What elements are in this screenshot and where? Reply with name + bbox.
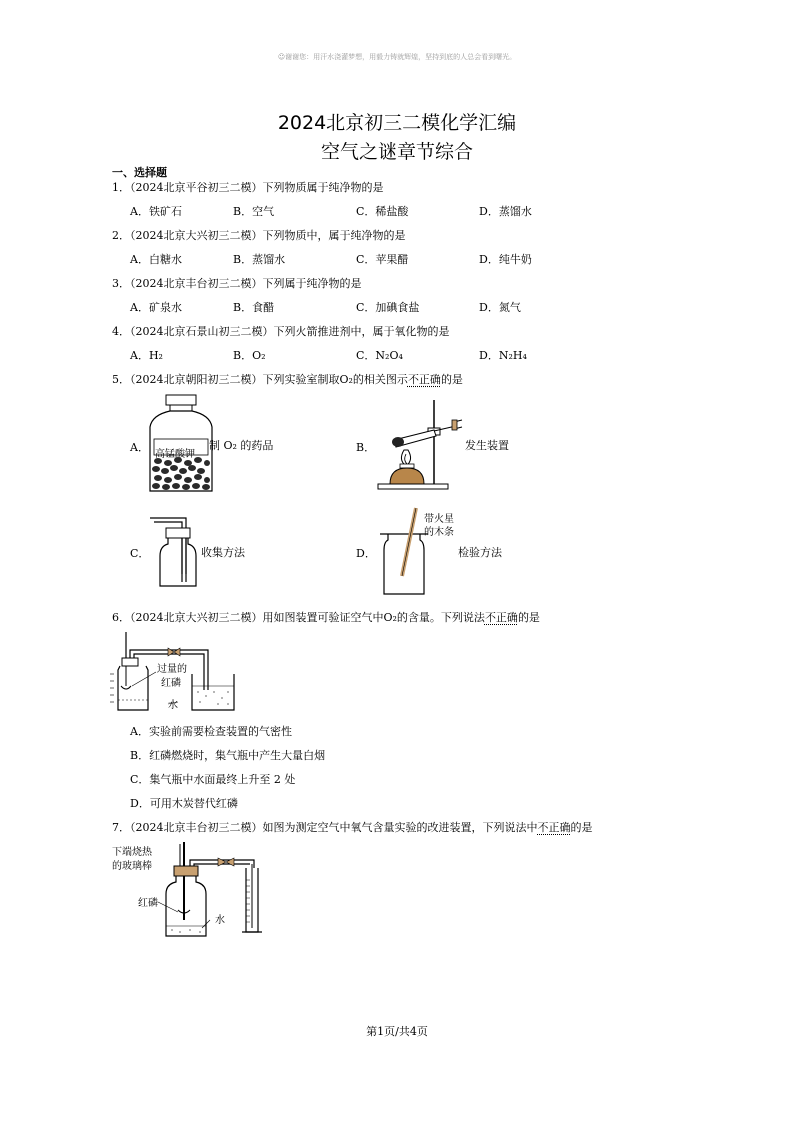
option-c: C．: [130, 547, 150, 560]
option-a: A．: [130, 441, 149, 454]
improved-oxygen-apparatus-icon: [150, 840, 270, 942]
page-subtitle: 空气之谜章节综合: [320, 141, 473, 163]
emphasis-not-correct: 不正确: [537, 821, 571, 834]
label-water: 水: [168, 700, 178, 711]
page-title: 2024北京初三二模化学汇编: [277, 112, 517, 134]
option-d: D．蒸馏水: [479, 205, 532, 218]
option-c: C．N₂O₄: [356, 349, 403, 362]
option-b: B．空气: [233, 205, 275, 218]
page-footer: 第1页/共4页: [366, 1025, 428, 1038]
caption-d: 检验方法: [458, 546, 502, 559]
question-number: 1．: [112, 181, 130, 194]
emphasis-not-correct: 不正确: [484, 611, 518, 624]
emphasis-not-correct: 不正确: [407, 373, 441, 386]
option-d: D．: [356, 547, 376, 560]
option-b: B．O₂: [233, 349, 266, 362]
watermark: ☺谢谢您：用汗水浇灌梦想，用毅力铸就辉煌，坚持到底的人总会看到曙光。: [277, 53, 517, 61]
label-excess: 过量的: [157, 664, 187, 675]
label-heated-rod-2: 的玻璃棒: [112, 861, 152, 872]
question-stem: 下列物质属于纯净物的是: [262, 181, 384, 194]
caption-c: 收集方法: [201, 546, 245, 559]
gas-collection-bottle-icon: [148, 512, 204, 590]
option-a: A．实验前需要检查装置的气密性: [130, 725, 292, 738]
question-1: [112, 179, 384, 195]
option-b: B．红磷燃烧时，集气瓶中产生大量白烟: [130, 749, 326, 762]
label-water: 水: [215, 915, 225, 926]
stick-label-2: 的木条: [424, 527, 454, 538]
question-5: 5．（2024北京朝阳初三二模）下列实验室制取O₂的相关图示不正确的是: [112, 373, 463, 386]
caption-a: 制 O₂ 的药品: [209, 439, 274, 452]
question-3: 3．（2024北京丰台初三二模）下列属于纯净物的是: [112, 277, 362, 290]
option-a: A．H₂: [130, 349, 163, 362]
caption-b: 发生装置: [465, 439, 509, 452]
option-a: A．矿泉水: [130, 301, 182, 314]
option-a: A．白糖水: [130, 253, 182, 266]
option-c: C．加碘食盐: [356, 301, 420, 314]
question-2: 2．（2024北京大兴初三二模）下列物质中，属于纯净物的是: [112, 229, 406, 242]
label-heated-rod-1: 下端烧热: [112, 847, 152, 858]
reagent-bottle-icon: [146, 393, 216, 495]
question-4: 4．（2024北京石景山初三二模）下列火箭推进剂中，属于氧化物的是: [112, 325, 450, 338]
option-c: C．集气瓶中水面最终上升至 2 处: [130, 773, 296, 786]
option-b: B．蒸馏水: [233, 253, 286, 266]
generator-apparatus-icon: [374, 398, 470, 492]
option-c: C．稀盐酸: [356, 205, 409, 218]
option-a: A．铁矿石: [130, 205, 182, 218]
label-red-phosphorus: 红磷: [161, 678, 181, 689]
option-c: C．苹果醋: [356, 253, 409, 266]
section-heading: 一、选择题: [112, 166, 167, 179]
option-d: D．可用木炭替代红磷: [130, 797, 238, 810]
option-d: D．纯牛奶: [479, 253, 532, 266]
question-7: 7．（2024北京丰台初三二模）如图为测定空气中氧气含量实验的改进装置，下列说法中不正确的是: [112, 821, 593, 834]
stick-label-1: 带火星: [424, 514, 454, 525]
question-source: （2024北京平谷初三二模）: [130, 181, 263, 194]
question-6: 6．（2024北京大兴初三二模）用如图装置可验证空气中O₂的含量。下列说法不正确的是: [112, 611, 540, 624]
option-b: B．食醋: [233, 301, 275, 314]
bottle-label: 高锰酸钾: [155, 449, 195, 460]
option-d: D．N₂H₄: [479, 349, 527, 362]
option-d: D．氮气: [479, 301, 521, 314]
option-b: B．: [356, 441, 376, 454]
label-red-phosphorus: 红磷: [138, 898, 158, 909]
test-bottle-icon: [374, 506, 430, 598]
